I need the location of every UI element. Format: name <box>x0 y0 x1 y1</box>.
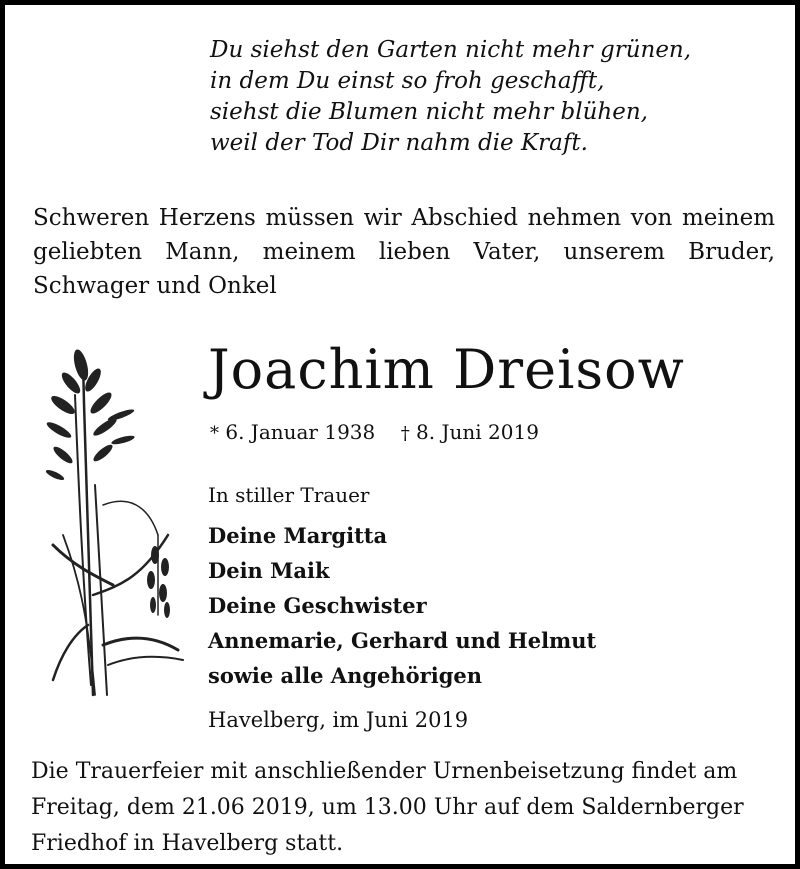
survivor-item: sowie alle Angehörigen <box>208 663 483 688</box>
death-symbol: † <box>400 423 410 444</box>
poem-line: siehst die Blumen nicht mehr blühen, <box>210 99 648 125</box>
birth-date: 6. Januar 1938 <box>225 420 376 444</box>
intro-text: Schweren Herzens müssen wir Abschied nehmen von meinem geliebten Mann, meinem lieben Vater, unserem Bruder, Schwager und Onkel <box>33 205 775 299</box>
birth-symbol: * <box>210 423 219 444</box>
mourning-label: In stiller Trauer <box>208 483 370 507</box>
survivors-list <box>208 518 596 693</box>
poem-line: weil der Tod Dir nahm die Kraft. <box>210 130 588 156</box>
place-date: Havelberg, im Juni 2019 <box>208 708 469 732</box>
survivor-item: Deine Geschwister <box>208 593 427 618</box>
survivor-item: Deine Margitta <box>208 523 388 548</box>
funeral-details: Die Trauerfeier mit anschließender Urnenbeisetzung findet am Freitag, dem 21.06 2019, um 13.00 Uhr auf dem Saldernberger Friedhof in Havelberg statt. <box>31 759 744 856</box>
life-dates <box>210 417 539 449</box>
poem-line: in dem Du einst so froh geschafft, <box>210 68 605 94</box>
deceased-name: Joachim Dreisow <box>208 338 685 401</box>
poem-line: Du siehst den Garten nicht mehr grünen, <box>210 37 692 63</box>
survivor-item: Dein Maik <box>208 558 330 583</box>
survivor-item: Annemarie, Gerhard und Helmut <box>208 628 597 653</box>
grass-illustration <box>33 335 193 705</box>
death-date: 8. Juni 2019 <box>416 420 539 444</box>
memorial-poem <box>210 35 691 159</box>
